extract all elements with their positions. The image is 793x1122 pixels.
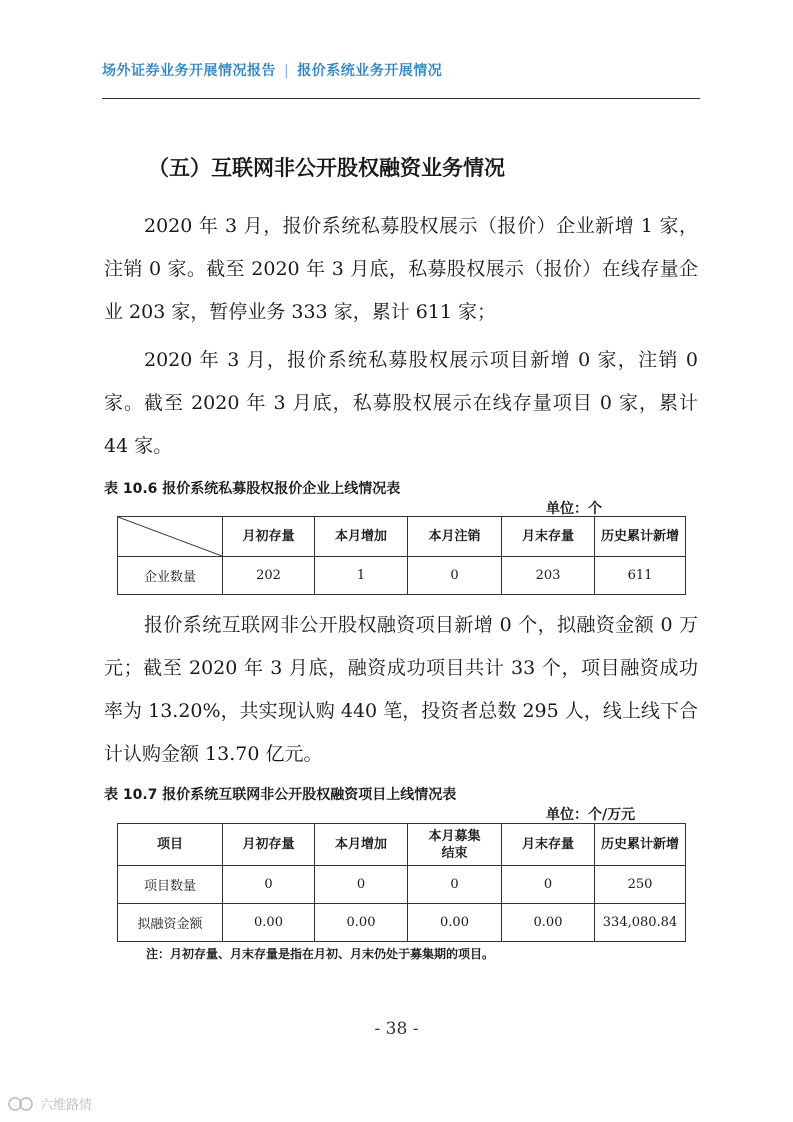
table1-cell: 202 bbox=[223, 557, 315, 595]
header-separator: | bbox=[284, 63, 290, 79]
table2-cell: 0 bbox=[315, 866, 408, 904]
table1-corner-cell bbox=[118, 517, 223, 557]
table2-cell: 250 bbox=[595, 866, 686, 904]
paragraph-2: 2020 年 3 月，报价系统私募股权展示项目新增 0 家，注销 0 家。截至 2020 年 3 月底，私募股权展示在线存量项目 0 家，累计 44 家。 bbox=[104, 349, 698, 457]
table1-cell: 611 bbox=[595, 557, 686, 595]
table2-cell: 0 bbox=[408, 866, 502, 904]
table-row bbox=[118, 557, 686, 595]
watermark-text: 六维路情 bbox=[40, 1098, 93, 1113]
table2-cell: 0 bbox=[223, 866, 315, 904]
table1-cell: 203 bbox=[502, 557, 595, 595]
header-report-title: 场外证券业务开展情况报告 bbox=[102, 63, 276, 79]
table1-header-cell: 本月注销 bbox=[408, 517, 502, 557]
table2-header-row bbox=[118, 824, 686, 866]
table1-cell: 0 bbox=[408, 557, 502, 595]
table2-header-cell: 本月增加 bbox=[315, 824, 408, 866]
table1 bbox=[117, 516, 686, 595]
table2-header-cell: 月末存量 bbox=[502, 824, 595, 866]
table1-header-cell: 历史累计新增 bbox=[595, 517, 686, 557]
table2-cell: 0.00 bbox=[315, 904, 408, 942]
running-header bbox=[102, 60, 442, 80]
table1-cell: 1 bbox=[315, 557, 408, 595]
table2-cell: 334,080.84 bbox=[595, 904, 686, 942]
table2-header-cell: 项目 bbox=[118, 824, 223, 866]
table-row bbox=[118, 866, 686, 904]
paragraph-1: 2020 年 3 月，报价系统私募股权展示（报价）企业新增 1 家，注销 0 家。截至 2020 年 3 月底，私募股权展示（报价）在线存量企业 203 家，暂停业务 333 家，累计 611 家； bbox=[104, 215, 698, 323]
header-section-title: 报价系统业务开展情况 bbox=[297, 63, 443, 79]
diagonal-line bbox=[118, 517, 222, 556]
table2-cell: 0.00 bbox=[502, 904, 595, 942]
table2-row-label: 拟融资金额 bbox=[118, 904, 223, 942]
watermark bbox=[8, 1094, 92, 1113]
table2-cell: 0 bbox=[502, 866, 595, 904]
table2-cell: 0.00 bbox=[223, 904, 315, 942]
watermark-logo-icon bbox=[8, 1096, 36, 1112]
table1-unit: 单位：个 bbox=[546, 501, 602, 517]
page-number: - 38 - bbox=[374, 1019, 419, 1039]
table-row bbox=[118, 904, 686, 942]
paragraph-3: 报价系统互联网非公开股权融资项目新增 0 个，拟融资金额 0 万元；截至 2020 年 3 月底，融资成功项目共计 33 个，项目融资成功率为 13.20%，共实现认购 440 笔，投资者总数 295 人，线上线下合计认购金额 13.70 亿元。 bbox=[104, 614, 698, 765]
table1-caption: 表 10.6 报价系统私募股权报价企业上线情况表 bbox=[104, 481, 401, 497]
section-title: （五）互联网非公开股权融资业务情况 bbox=[148, 156, 505, 180]
table1-header-cell: 月初存量 bbox=[223, 517, 315, 557]
table2-row-label: 项目数量 bbox=[118, 866, 223, 904]
table2-header-cell: 历史累计新增 bbox=[595, 824, 686, 866]
table1-header-cell: 月末存量 bbox=[502, 517, 595, 557]
table2 bbox=[117, 823, 686, 942]
table1-row-label: 企业数量 bbox=[118, 557, 223, 595]
table2-header-cell: 月初存量 bbox=[223, 824, 315, 866]
header-divider bbox=[102, 98, 700, 99]
table1-header-row bbox=[118, 517, 686, 557]
table-note: 注：月初存量、月末存量是指在月初、月末仍处于募集期的项目。 bbox=[146, 947, 495, 961]
table2-cell: 0.00 bbox=[408, 904, 502, 942]
table2-caption: 表 10.7 报价系统互联网非公开股权融资项目上线情况表 bbox=[104, 787, 457, 803]
table1-header-cell: 本月增加 bbox=[315, 517, 408, 557]
table2-header-cell: 本月募集结束 bbox=[408, 824, 502, 866]
table2-unit: 单位：个/万元 bbox=[546, 807, 636, 823]
